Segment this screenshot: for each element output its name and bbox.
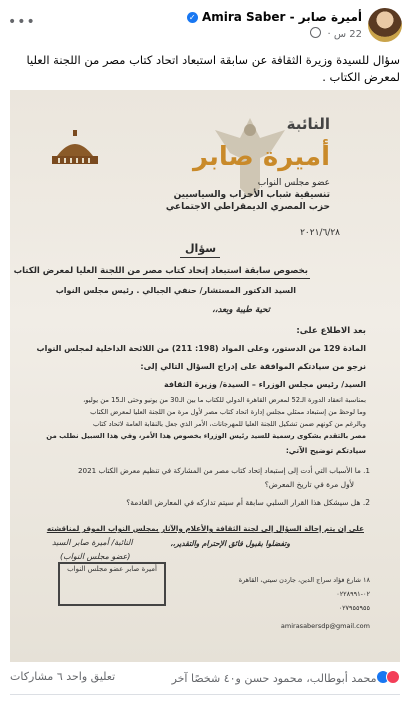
reactions-text[interactable]: محمد أبوطالب، محمود حسن و٤٠ شخصًا آخر xyxy=(171,672,377,685)
doc-body-3: وبالرغم من كونهم ضمن تشكيل اللجنة العليا للمهرجانات، الأمر الذي جعل بالنقابة العامة لاتحاد كتاب xyxy=(92,420,366,428)
doc-question-1a: 1. ما الأسباب التي أدت إلى إستبعاد إتحاد كتاب مصر من المشاركة في تنظيم معرض الكتاب 2021 xyxy=(77,466,370,475)
official-stamp xyxy=(58,562,166,606)
doc-subject: بخصوص سابقة استبعاد إتحاد كتاب مصر من اللجنة العليا لمعرض الكتاب xyxy=(13,266,308,276)
doc-p4: السيد/ رئيس مجلس الوزراء – السيدة/ وزيرة الثقافة xyxy=(163,380,366,389)
doc-closing-2: وتفضلوا بقبول فائق الإحترام والتقدير،، xyxy=(170,539,290,548)
doc-greeting: تحية طيبة وبعد،، xyxy=(212,305,270,315)
doc-date: ٢٠٢١/٦/٢٨ xyxy=(300,228,340,238)
doc-role-3: حزب المصري الديمقراطي الاجتماعي xyxy=(165,202,330,212)
doc-signature-name: النائبة/ أميرة صابر السيد xyxy=(52,538,133,547)
doc-address: ١٨ شارع فؤاد سراج الدين، جاردن سيتي، القاهرة xyxy=(238,576,370,584)
doc-p1: بعد الاطلاع على: xyxy=(296,326,366,336)
post-footer xyxy=(10,666,400,688)
author-name[interactable]: أميرة صابر - Amira Saber xyxy=(201,10,362,24)
reaction-icons xyxy=(380,670,400,687)
doc-phone-2: ٠٢٧٩٥٥٩٥٥ xyxy=(338,604,370,612)
doc-role-1: عضو مجلس النواب xyxy=(257,178,330,188)
reactions-summary[interactable] xyxy=(172,670,400,687)
stamp-text: أميرة صابر عضو مجلس النواب xyxy=(67,565,157,573)
doc-p3: نرجو من سيادتكم الموافقة على إدراج السؤال التالي إلى: xyxy=(140,362,366,371)
doc-heading: سؤال xyxy=(185,242,217,255)
doc-p2: المادة 129 من الدستور، وعلى المواد (198: 211) من اللائحة الداخلية لمجلس النواب xyxy=(36,344,366,353)
doc-addressee: السيد الدكتور المستشار/ حنفي الجبالي . رئيس مجلس النواب xyxy=(55,286,296,295)
post-header xyxy=(8,8,402,48)
doc-body-2: وما لوحظ من إستبعاد ممثلي مجلس إدارة اتحاد كتاب مصر لأول مرة من اللجنة العليا لمعرض الكتاب xyxy=(90,408,366,416)
doc-body-5: سيادتكم توضيح الآتي: xyxy=(285,446,366,455)
more-options-icon[interactable]: ••• xyxy=(8,14,36,30)
doc-question-2: 2. هل سيشكل هذا القرار السلبي سابقة أم سيتم تداركه في المعارض القادمة؟ xyxy=(126,498,370,507)
author-avatar[interactable] xyxy=(368,8,402,42)
verified-badge-icon: ✓ xyxy=(187,12,198,23)
love-reaction-icon xyxy=(386,670,400,684)
doc-signature-role: (عضو مجلس النواب) xyxy=(60,552,131,561)
post-time[interactable]: 22 س xyxy=(333,29,362,40)
doc-question-1b: لأول مرة في تاريخ المعرض؟ xyxy=(264,480,354,489)
footer-divider xyxy=(10,694,400,695)
author-name-row[interactable] xyxy=(184,10,362,24)
parliament-emblem-icon xyxy=(48,128,102,168)
doc-role-2: تنسيقية شباب الأحزاب والسياسيين xyxy=(173,190,330,200)
doc-body-4: مصر بالتقدم بشكوى رسمية للسيد رئيس الوزراء بخصوص هذا الأمر، وفي هذا السبيل نطلب من xyxy=(46,432,366,440)
comments-shares-count[interactable]: تعليق واحد ٦ مشاركات xyxy=(10,670,116,683)
doc-body-1: بمناسبة انعقاد الدورة الـ52 لمعرض القاهرة الدولي للكتاب ما بين الـ30 من يونيو وحتى الـ15 من يوليو، xyxy=(83,396,366,404)
doc-email: amirasabersdp@gmail.com xyxy=(280,622,370,630)
post-text: سؤال للسيدة وزيرة الثقافة عن سابقة استبعاد اتحاد كتاب مصر من اللجنة العليا لمعرض الكتاب . xyxy=(26,53,400,84)
globe-icon xyxy=(310,27,321,38)
doc-title-prefix: النائبة xyxy=(286,115,330,133)
doc-phone-1: ٠٢-٠٢٢٨٩٩١ xyxy=(336,590,370,598)
doc-title-name: أميرة صابر xyxy=(192,142,330,172)
document-image[interactable] xyxy=(10,90,400,662)
doc-closing-1: على إن يتم إحالة السؤال إلى لجنة الثقافة والأعلام والآثار بمجلس النواب الموقر لمناقشته xyxy=(46,524,364,533)
post-meta: 22 س · xyxy=(310,27,362,40)
